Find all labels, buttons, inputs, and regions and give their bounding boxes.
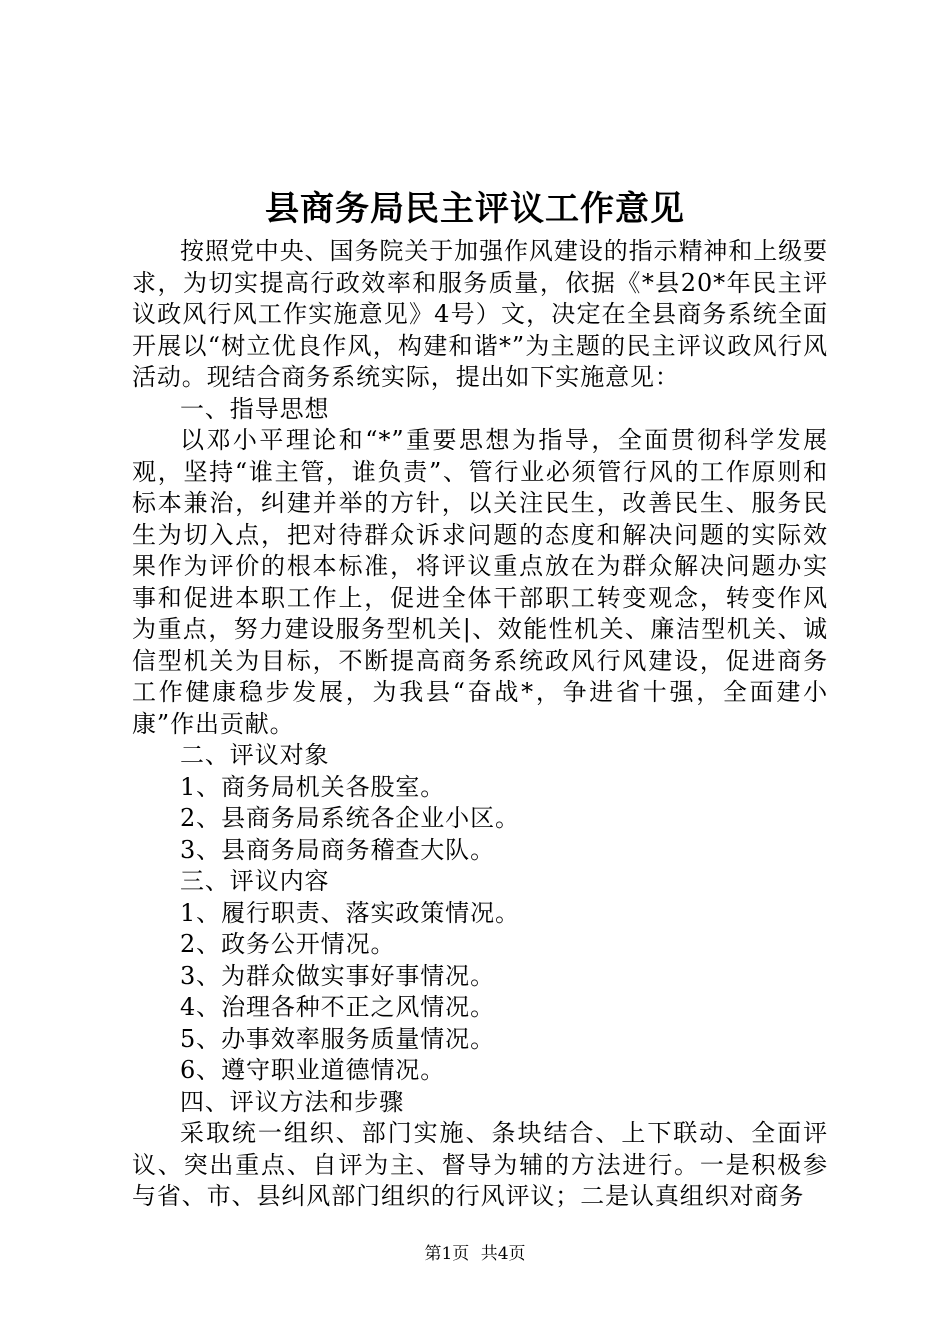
list-item: 3、县商务局商务稽查大队。 <box>180 835 495 864</box>
guiding-ideology-paragraph: 以邓小平理论和“*”重要思想为指导，全面贯彻科学发展观，坚持“谁主管，谁负责”、管行业必须管行风的工作原则和标本兼治，纠建并举的方针，以关注民生，改善民生、服务民生为切入点，把对待群众诉求问题的态度和解决问题的实际效果作为评价的根本标准，将评议重点放在为群众解决问题办实事和促进本职工作上，促进全体干部职工转变观念，转变作风为重点，努力建设服务型机关|、效能性机关、廉洁型机关、诚信型机关为目标，不断提高商务系统政风行风建设，促进商务工作健康稳步发展，为我县“奋战*，争进省十强，全面建小康”作出贡献。 <box>132 426 828 738</box>
section-heading-methods-steps: 四、评议方法和步骤 <box>180 1087 405 1116</box>
page-footer <box>0 1242 950 1266</box>
list-item: 2、政务公开情况。 <box>180 930 396 958</box>
section-heading-review-content: 三、评议内容 <box>180 867 330 895</box>
page-number: 第1页 <box>424 1244 470 1264</box>
list-item: 3、为群众做实事好事情况。 <box>180 961 495 990</box>
document-title: 县商务局民主评议工作意见 <box>265 189 685 229</box>
list-item: 5、办事效率服务质量情况。 <box>180 1024 495 1053</box>
intro-paragraph: 按照党中央、国务院关于加强作风建设的指示精神和上级要求，为切实提高行政效率和服务质量，依据《*县20*年民主评议政风行风工作实施意见》4号）文，决定在全县商务系统全面开展以“树立优良作风，构建和谐*”为主题的民主评议政风行风活动。现结合商务系统实际，提出如下实施意见： <box>132 237 828 391</box>
methods-paragraph: 采取统一组织、部门实施、条块结合、上下联动、全面评议、突出重点、自评为主、督导为辅的方法进行。一是积极参与省、市、县纠风部门组织的行风评议；二是认真组织对商务 <box>132 1119 828 1210</box>
document-body <box>132 236 828 1213</box>
section-heading-guiding-ideology: 一、指导思想 <box>180 394 330 423</box>
list-item: 6、遵守职业道德情况。 <box>180 1056 446 1084</box>
section-heading-review-targets: 二、评议对象 <box>180 741 330 769</box>
list-item: 1、履行职责、落实政策情况。 <box>180 898 520 927</box>
list-item: 1、商务局机关各股室。 <box>180 772 446 801</box>
list-item: 2、县商务局系统各企业小区。 <box>180 804 520 832</box>
page-total: 共4页 <box>480 1244 526 1264</box>
list-item: 4、治理各种不正之风情况。 <box>180 993 495 1021</box>
